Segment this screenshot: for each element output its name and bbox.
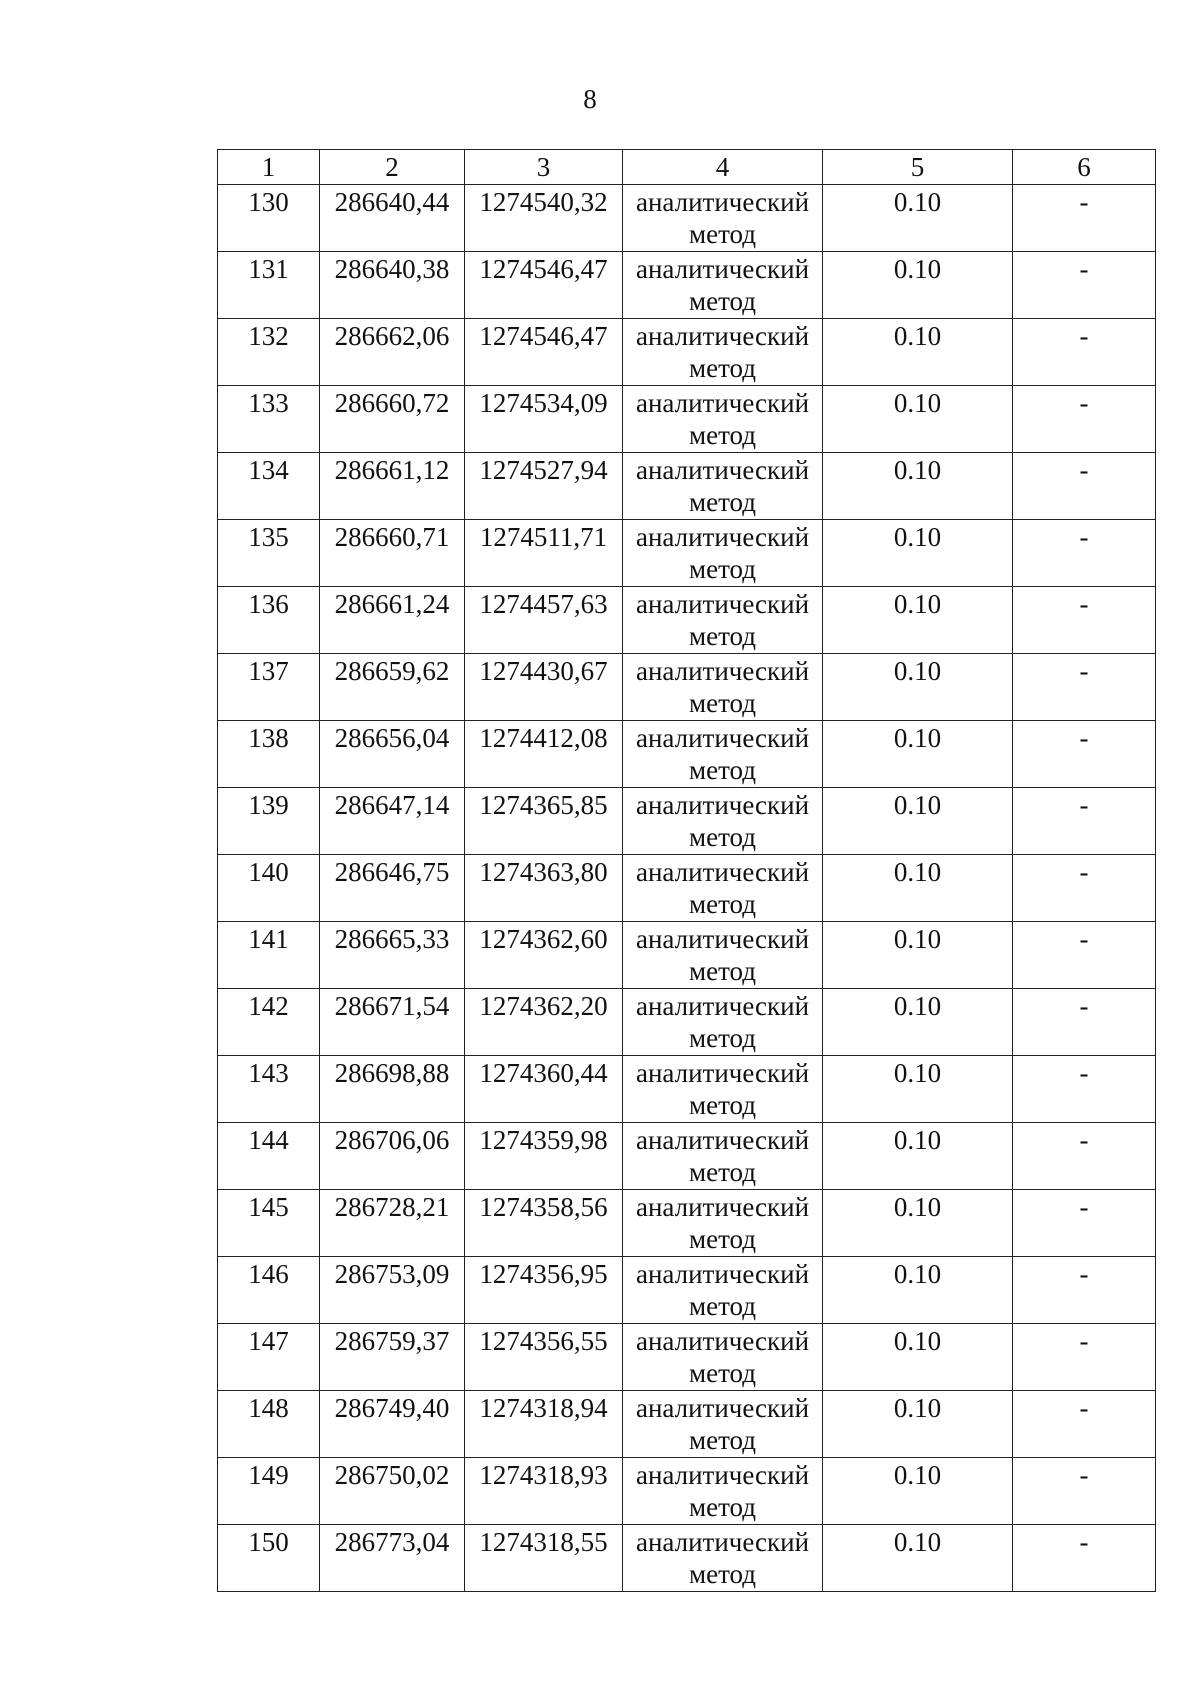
method-line-1: аналитический — [635, 1192, 810, 1222]
point-number-cell: 132 — [218, 319, 320, 386]
method-line-1: аналитический — [635, 1259, 810, 1289]
accuracy-cell: 0.10 — [823, 252, 1013, 319]
table-row — [218, 721, 1156, 788]
point-number-cell: 146 — [218, 1257, 320, 1324]
method-cell — [623, 788, 823, 855]
accuracy-cell: 0.10 — [823, 654, 1013, 721]
y-coordinate-cell: 1274362,60 — [465, 922, 623, 989]
method-cell — [623, 654, 823, 721]
table-row — [218, 319, 1156, 386]
note-cell: - — [1013, 1324, 1156, 1391]
accuracy-cell: 0.10 — [823, 1525, 1013, 1592]
method-line-2: метод — [689, 1425, 756, 1455]
point-number-cell: 149 — [218, 1458, 320, 1525]
method-line-2: метод — [689, 1492, 756, 1522]
x-coordinate-cell: 286659,62 — [320, 654, 465, 721]
table-row — [218, 1391, 1156, 1458]
note-cell: - — [1013, 989, 1156, 1056]
point-number-cell: 150 — [218, 1525, 320, 1592]
accuracy-cell: 0.10 — [823, 1257, 1013, 1324]
accuracy-cell: 0.10 — [823, 386, 1013, 453]
header-col-3: 3 — [465, 150, 623, 185]
accuracy-cell: 0.10 — [823, 1123, 1013, 1190]
table-body — [218, 185, 1156, 1592]
table-row — [218, 1324, 1156, 1391]
table-row — [218, 1257, 1156, 1324]
method-line-2: метод — [689, 1358, 756, 1388]
y-coordinate-cell: 1274546,47 — [465, 319, 623, 386]
note-cell: - — [1013, 185, 1156, 252]
method-line-1: аналитический — [635, 1460, 810, 1490]
table-row — [218, 453, 1156, 520]
accuracy-cell: 0.10 — [823, 520, 1013, 587]
method-line-2: метод — [689, 688, 756, 718]
point-number-cell: 148 — [218, 1391, 320, 1458]
method-line-1: аналитический — [635, 924, 810, 954]
y-coordinate-cell: 1274430,67 — [465, 654, 623, 721]
accuracy-cell: 0.10 — [823, 185, 1013, 252]
accuracy-cell: 0.10 — [823, 721, 1013, 788]
table-row — [218, 252, 1156, 319]
method-line-2: метод — [689, 219, 756, 249]
method-line-1: аналитический — [635, 187, 810, 217]
note-cell: - — [1013, 855, 1156, 922]
note-cell: - — [1013, 1123, 1156, 1190]
point-number-cell: 137 — [218, 654, 320, 721]
table-row — [218, 587, 1156, 654]
y-coordinate-cell: 1274362,20 — [465, 989, 623, 1056]
method-line-2: метод — [689, 822, 756, 852]
y-coordinate-cell: 1274412,08 — [465, 721, 623, 788]
accuracy-cell: 0.10 — [823, 922, 1013, 989]
point-number-cell: 131 — [218, 252, 320, 319]
method-line-2: метод — [689, 1224, 756, 1254]
accuracy-cell: 0.10 — [823, 1190, 1013, 1257]
x-coordinate-cell: 286728,21 — [320, 1190, 465, 1257]
note-cell: - — [1013, 386, 1156, 453]
y-coordinate-cell: 1274358,56 — [465, 1190, 623, 1257]
method-line-2: метод — [689, 487, 756, 517]
table-row — [218, 989, 1156, 1056]
note-cell: - — [1013, 1056, 1156, 1123]
header-row — [218, 150, 1156, 185]
x-coordinate-cell: 286698,88 — [320, 1056, 465, 1123]
method-cell — [623, 587, 823, 654]
point-number-cell: 138 — [218, 721, 320, 788]
y-coordinate-cell: 1274360,44 — [465, 1056, 623, 1123]
x-coordinate-cell: 286749,40 — [320, 1391, 465, 1458]
y-coordinate-cell: 1274359,98 — [465, 1123, 623, 1190]
method-cell — [623, 855, 823, 922]
x-coordinate-cell: 286646,75 — [320, 855, 465, 922]
accuracy-cell: 0.10 — [823, 1458, 1013, 1525]
table-row — [218, 788, 1156, 855]
table-row — [218, 1525, 1156, 1592]
table-row — [218, 1458, 1156, 1525]
method-line-2: метод — [689, 1291, 756, 1321]
note-cell: - — [1013, 1391, 1156, 1458]
x-coordinate-cell: 286753,09 — [320, 1257, 465, 1324]
y-coordinate-cell: 1274527,94 — [465, 453, 623, 520]
note-cell: - — [1013, 453, 1156, 520]
header-col-2: 2 — [320, 150, 465, 185]
table-row — [218, 520, 1156, 587]
table-row — [218, 1056, 1156, 1123]
method-cell — [623, 1525, 823, 1592]
point-number-cell: 140 — [218, 855, 320, 922]
accuracy-cell: 0.10 — [823, 1056, 1013, 1123]
x-coordinate-cell: 286661,24 — [320, 587, 465, 654]
method-line-1: аналитический — [635, 321, 810, 351]
x-coordinate-cell: 286660,71 — [320, 520, 465, 587]
method-line-2: метод — [689, 353, 756, 383]
method-line-2: метод — [689, 1023, 756, 1053]
table-header — [218, 150, 1156, 185]
method-line-1: аналитический — [635, 857, 810, 887]
point-number-cell: 147 — [218, 1324, 320, 1391]
table-row — [218, 654, 1156, 721]
x-coordinate-cell: 286773,04 — [320, 1525, 465, 1592]
method-cell — [623, 721, 823, 788]
method-cell — [623, 1257, 823, 1324]
x-coordinate-cell: 286671,54 — [320, 989, 465, 1056]
method-line-2: метод — [689, 554, 756, 584]
method-line-1: аналитический — [635, 455, 810, 485]
point-number-cell: 139 — [218, 788, 320, 855]
x-coordinate-cell: 286759,37 — [320, 1324, 465, 1391]
table-row — [218, 855, 1156, 922]
y-coordinate-cell: 1274511,71 — [465, 520, 623, 587]
note-cell: - — [1013, 587, 1156, 654]
point-number-cell: 141 — [218, 922, 320, 989]
method-line-1: аналитический — [635, 723, 810, 753]
y-coordinate-cell: 1274365,85 — [465, 788, 623, 855]
point-number-cell: 143 — [218, 1056, 320, 1123]
note-cell: - — [1013, 1257, 1156, 1324]
table-row — [218, 185, 1156, 252]
accuracy-cell: 0.10 — [823, 587, 1013, 654]
method-line-2: метод — [689, 755, 756, 785]
method-line-1: аналитический — [635, 522, 810, 552]
x-coordinate-cell: 286706,06 — [320, 1123, 465, 1190]
method-line-2: метод — [689, 1559, 756, 1589]
x-coordinate-cell: 286750,02 — [320, 1458, 465, 1525]
method-line-1: аналитический — [635, 388, 810, 418]
accuracy-cell: 0.10 — [823, 855, 1013, 922]
point-number-cell: 134 — [218, 453, 320, 520]
x-coordinate-cell: 286660,72 — [320, 386, 465, 453]
method-cell — [623, 1056, 823, 1123]
accuracy-cell: 0.10 — [823, 989, 1013, 1056]
method-line-1: аналитический — [635, 656, 810, 686]
header-col-6: 6 — [1013, 150, 1156, 185]
x-coordinate-cell: 286647,14 — [320, 788, 465, 855]
y-coordinate-cell: 1274534,09 — [465, 386, 623, 453]
header-col-4: 4 — [623, 150, 823, 185]
accuracy-cell: 0.10 — [823, 788, 1013, 855]
table-row — [218, 1123, 1156, 1190]
note-cell: - — [1013, 654, 1156, 721]
note-cell: - — [1013, 1458, 1156, 1525]
note-cell: - — [1013, 520, 1156, 587]
header-col-5: 5 — [823, 150, 1013, 185]
method-cell — [623, 386, 823, 453]
y-coordinate-cell: 1274318,94 — [465, 1391, 623, 1458]
method-line-1: аналитический — [635, 1058, 810, 1088]
point-number-cell: 142 — [218, 989, 320, 1056]
method-cell — [623, 1458, 823, 1525]
method-line-1: аналитический — [635, 991, 810, 1021]
note-cell: - — [1013, 1190, 1156, 1257]
method-line-1: аналитический — [635, 1393, 810, 1423]
coordinates-table — [217, 149, 1156, 1592]
page-number: 8 — [583, 84, 597, 114]
x-coordinate-cell: 286656,04 — [320, 721, 465, 788]
method-cell — [623, 922, 823, 989]
method-line-1: аналитический — [635, 790, 810, 820]
method-line-1: аналитический — [635, 589, 810, 619]
point-number-cell: 145 — [218, 1190, 320, 1257]
point-number-cell: 130 — [218, 185, 320, 252]
y-coordinate-cell: 1274457,63 — [465, 587, 623, 654]
accuracy-cell: 0.10 — [823, 1324, 1013, 1391]
method-cell — [623, 319, 823, 386]
method-cell — [623, 185, 823, 252]
method-line-2: метод — [689, 286, 756, 316]
y-coordinate-cell: 1274318,93 — [465, 1458, 623, 1525]
table-row — [218, 922, 1156, 989]
accuracy-cell: 0.10 — [823, 453, 1013, 520]
method-line-2: метод — [689, 1090, 756, 1120]
note-cell: - — [1013, 252, 1156, 319]
accuracy-cell: 0.10 — [823, 1391, 1013, 1458]
y-coordinate-cell: 1274363,80 — [465, 855, 623, 922]
x-coordinate-cell: 286665,33 — [320, 922, 465, 989]
x-coordinate-cell: 286640,38 — [320, 252, 465, 319]
x-coordinate-cell: 286640,44 — [320, 185, 465, 252]
y-coordinate-cell: 1274546,47 — [465, 252, 623, 319]
method-cell — [623, 1190, 823, 1257]
method-line-1: аналитический — [635, 254, 810, 284]
y-coordinate-cell: 1274356,95 — [465, 1257, 623, 1324]
method-line-1: аналитический — [635, 1527, 810, 1557]
header-col-1: 1 — [218, 150, 320, 185]
x-coordinate-cell: 286661,12 — [320, 453, 465, 520]
method-line-2: метод — [689, 956, 756, 986]
method-cell — [623, 453, 823, 520]
y-coordinate-cell: 1274540,32 — [465, 185, 623, 252]
method-cell — [623, 1391, 823, 1458]
method-cell — [623, 1324, 823, 1391]
method-line-1: аналитический — [635, 1326, 810, 1356]
method-line-1: аналитический — [635, 1125, 810, 1155]
method-line-2: метод — [689, 1157, 756, 1187]
method-cell — [623, 1123, 823, 1190]
table-row — [218, 1190, 1156, 1257]
y-coordinate-cell: 1274318,55 — [465, 1525, 623, 1592]
y-coordinate-cell: 1274356,55 — [465, 1324, 623, 1391]
method-cell — [623, 252, 823, 319]
table-row — [218, 386, 1156, 453]
point-number-cell: 144 — [218, 1123, 320, 1190]
method-cell — [623, 989, 823, 1056]
x-coordinate-cell: 286662,06 — [320, 319, 465, 386]
point-number-cell: 133 — [218, 386, 320, 453]
note-cell: - — [1013, 922, 1156, 989]
method-cell — [623, 520, 823, 587]
method-line-2: метод — [689, 621, 756, 651]
point-number-cell: 136 — [218, 587, 320, 654]
note-cell: - — [1013, 319, 1156, 386]
point-number-cell: 135 — [218, 520, 320, 587]
note-cell: - — [1013, 788, 1156, 855]
accuracy-cell: 0.10 — [823, 319, 1013, 386]
method-line-2: метод — [689, 420, 756, 450]
note-cell: - — [1013, 1525, 1156, 1592]
method-line-2: метод — [689, 889, 756, 919]
note-cell: - — [1013, 721, 1156, 788]
